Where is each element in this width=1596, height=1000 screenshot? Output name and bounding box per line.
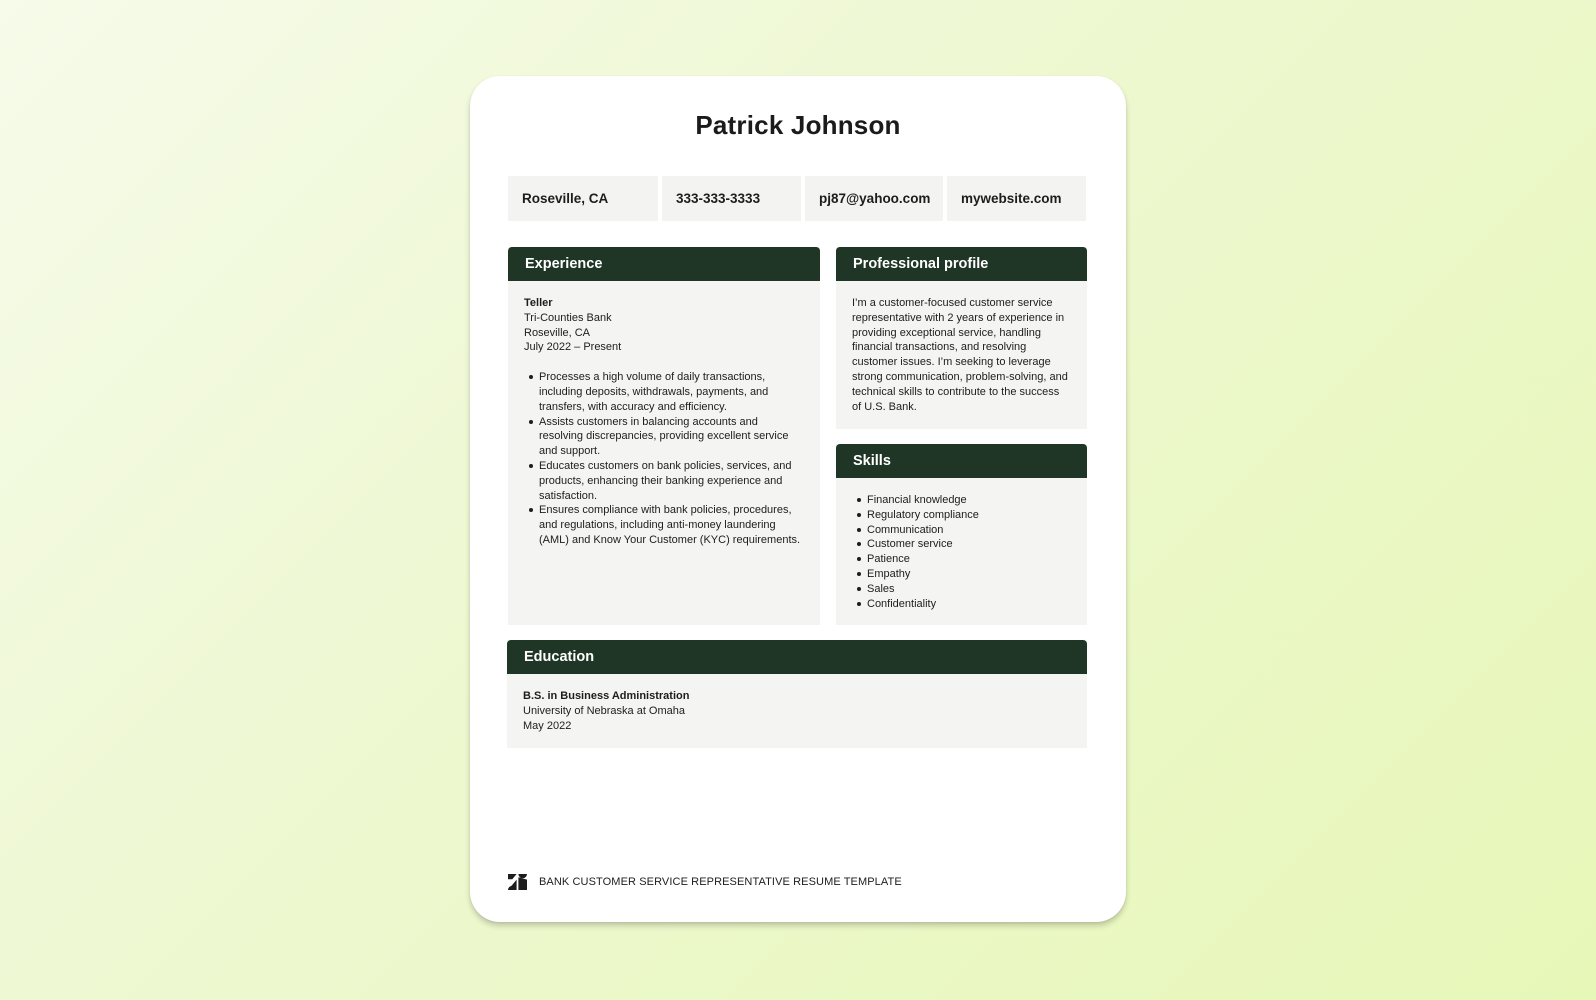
school-name: University of Nebraska at Omaha: [523, 704, 686, 717]
list-item: Processes a high volume of daily transactions, including deposits, withdrawals, payments, and transfers, with accuracy and efficiency.: [529, 370, 804, 414]
contact-email: pj87@yahoo.com: [805, 176, 943, 221]
skills-list: [852, 493, 1071, 611]
resume-name: Patrick Johnson: [695, 110, 901, 140]
profile-section: [836, 247, 1087, 429]
job-title: Teller: [524, 297, 553, 309]
profile-text: I’m a customer-focused customer service representative with 2 years of experience in providing exceptional service, handling financial transactions, and resolving customer issues. I’m seeking to leverage strong communication, problem-solving, and technical skills to contribute to the success of U.S. Bank.: [852, 297, 1068, 413]
graduation-date: May 2022: [523, 719, 572, 732]
experience-bullets: [524, 370, 804, 548]
skills-section: [836, 444, 1087, 625]
list-item: Communication: [857, 523, 1071, 538]
job-location: Roseville, CA: [524, 326, 591, 339]
contact-website: mywebsite.com: [947, 176, 1086, 221]
experience-section: [508, 247, 820, 625]
skills-body: [836, 478, 1087, 623]
profile-heading: Professional profile: [836, 247, 1087, 281]
experience-body: [508, 281, 820, 560]
skills-heading: Skills: [836, 444, 1087, 478]
company-name: Tri-Counties Bank: [524, 311, 612, 324]
experience-heading: Experience: [508, 247, 820, 281]
list-item: Educates customers on bank policies, services, and products, enhancing their banking experience and satisfaction.: [529, 459, 804, 503]
list-item: Financial knowledge: [857, 493, 1071, 508]
list-item: Patience: [857, 552, 1071, 567]
education-section: [507, 640, 1087, 748]
list-item: Sales: [857, 582, 1071, 597]
degree: B.S. in Business Administration: [523, 690, 690, 702]
list-item: Regulatory compliance: [857, 508, 1071, 523]
education-heading: Education: [507, 640, 1087, 674]
contact-location: Roseville, CA: [508, 176, 658, 221]
resume-card: [470, 76, 1126, 922]
education-body: [507, 674, 1087, 745]
job-dates: July 2022 – Present: [524, 341, 622, 354]
list-item: Ensures compliance with bank policies, procedures, and regulations, including anti-money laundering (AML) and Know Your Customer (KYC) requirements.: [529, 503, 804, 547]
zendesk-logo-icon: [508, 874, 527, 890]
template-caption: BANK CUSTOMER SERVICE REPRESENTATIVE RESUME TEMPLATE: [539, 876, 902, 888]
contact-row: [508, 176, 1086, 221]
template-footer: [508, 874, 902, 890]
list-item: Assists customers in balancing accounts and resolving discrepancies, providing excellent service and support.: [529, 415, 804, 459]
list-item: Empathy: [857, 567, 1071, 582]
list-item: Confidentiality: [857, 597, 1071, 612]
contact-phone: 333-333-3333: [662, 176, 801, 221]
list-item: Customer service: [857, 537, 1071, 552]
